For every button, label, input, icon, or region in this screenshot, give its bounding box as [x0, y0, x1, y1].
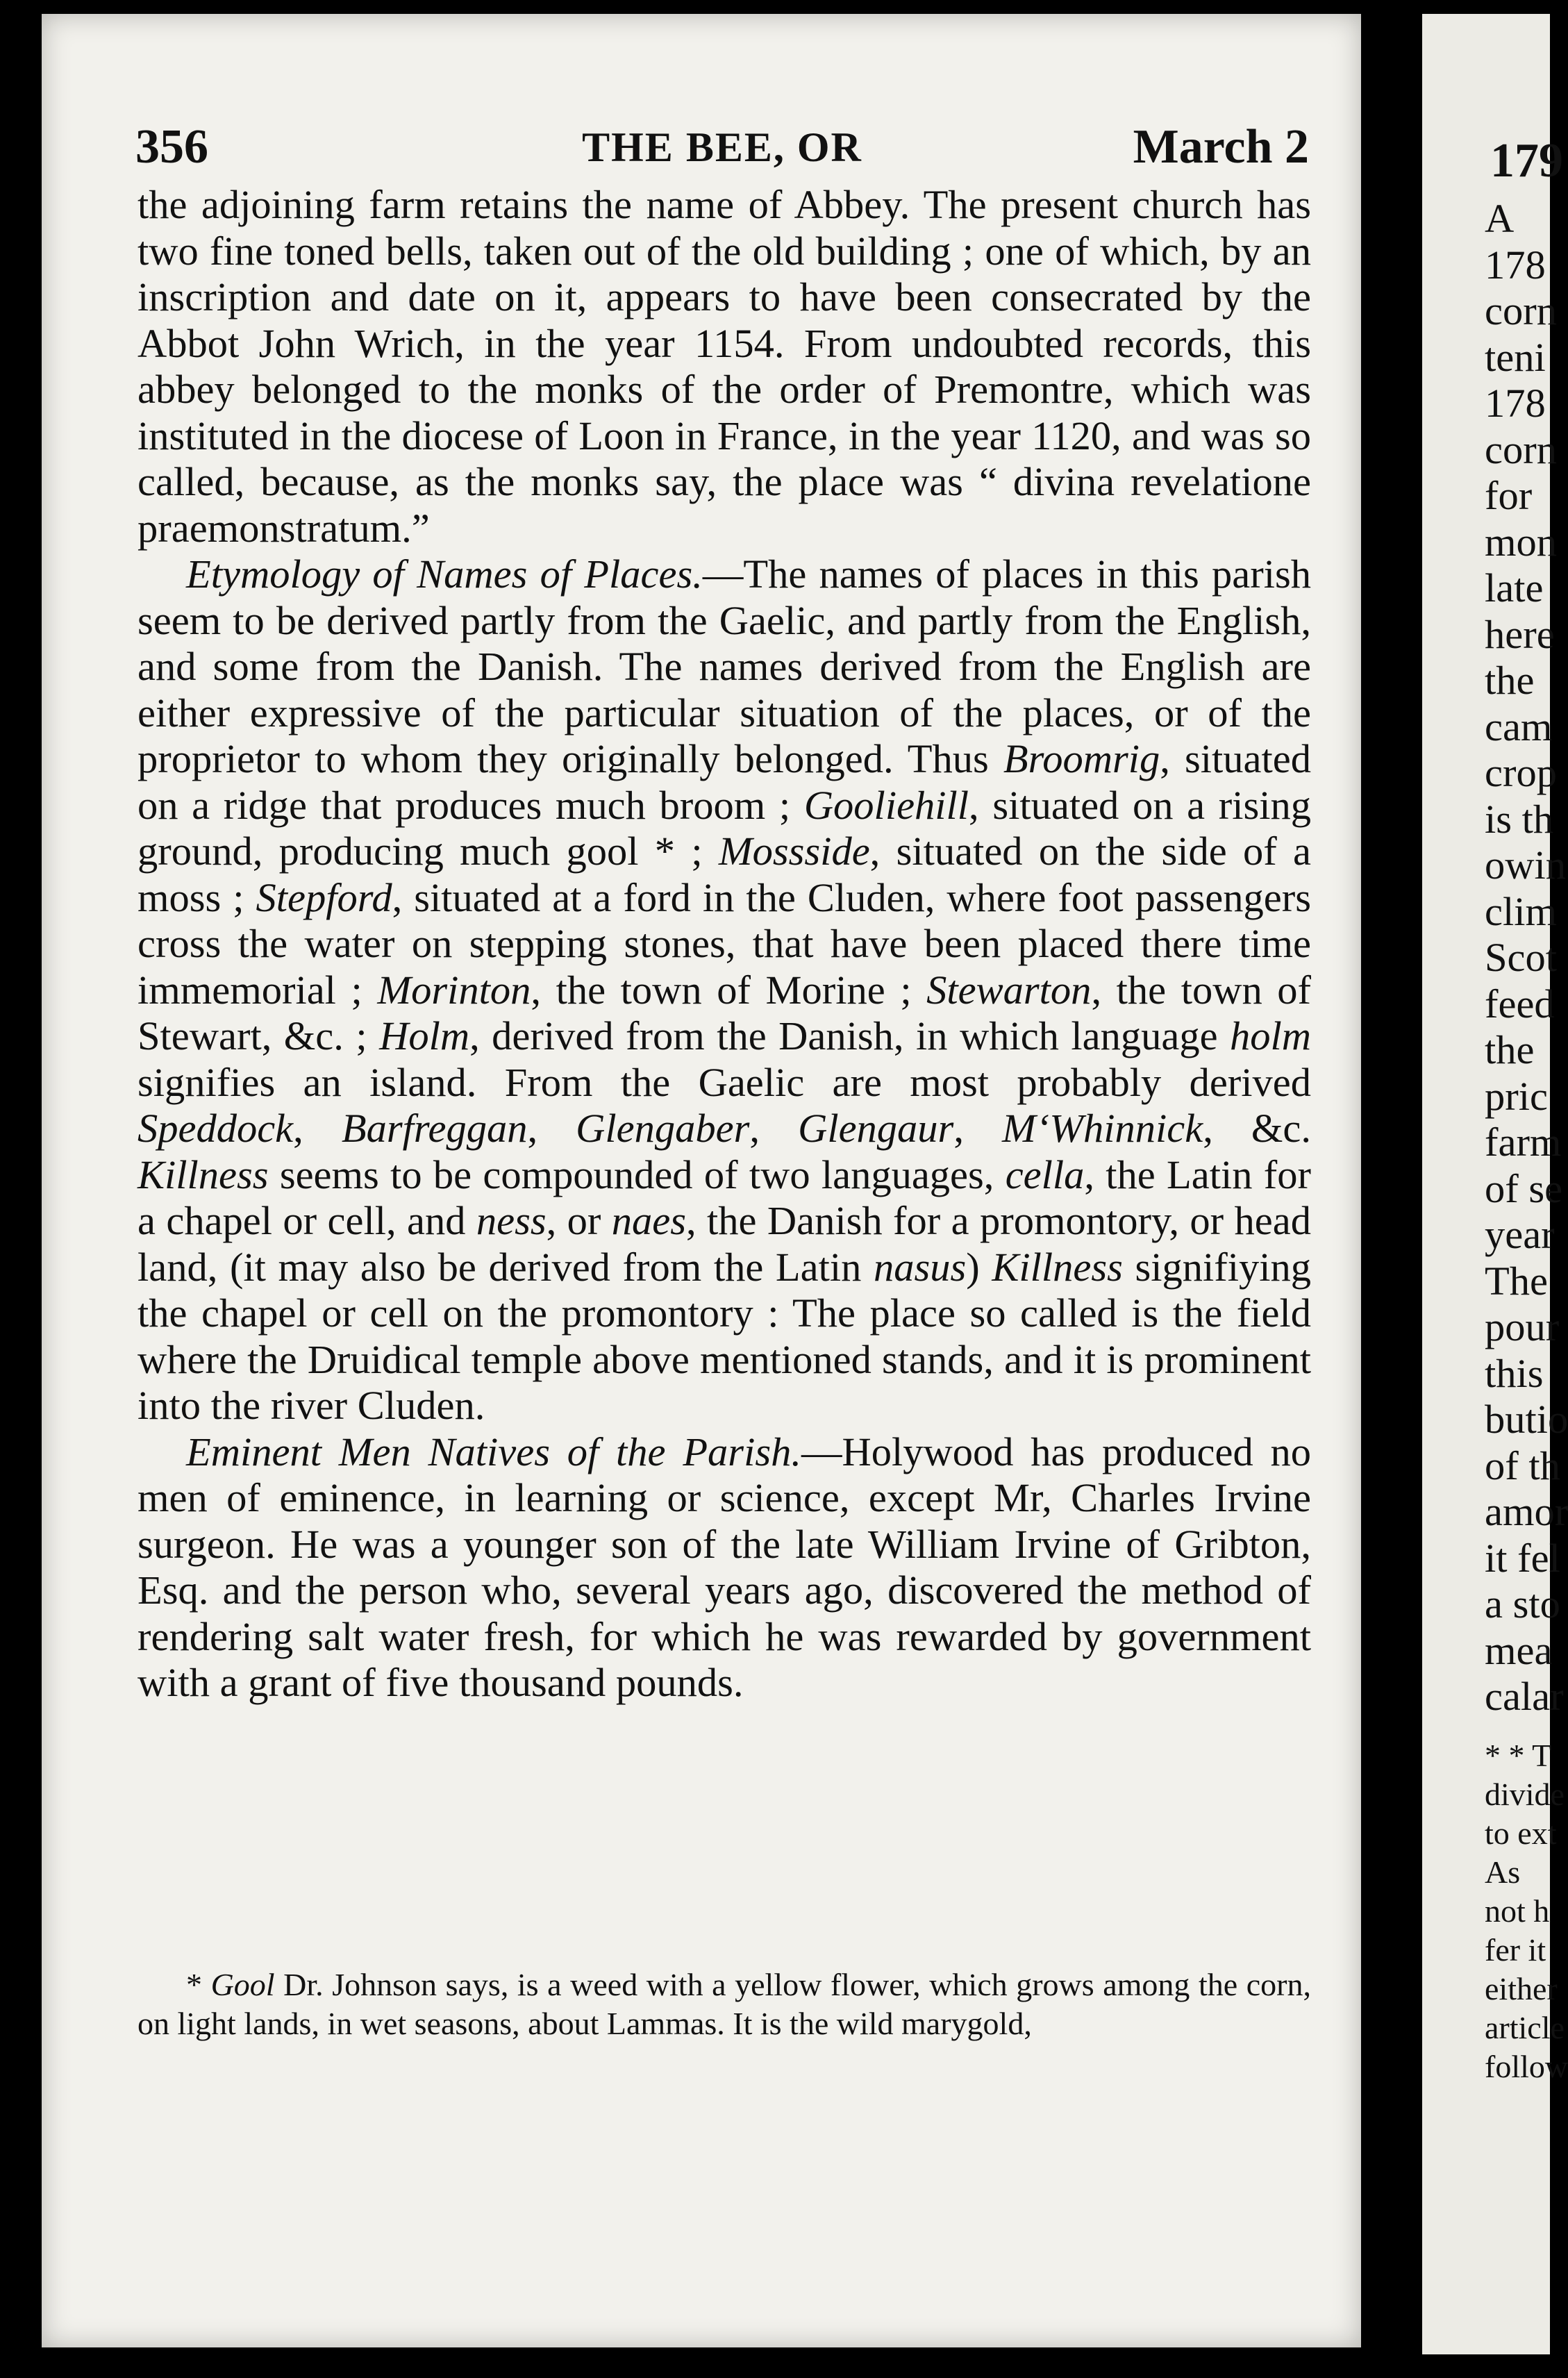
- text-run: signifiying the chapel or cell on the promontory : The place so called is the field where the Druidical temple above mentioned stands, and it is prominent into the river Cluden.: [137, 1244, 1312, 1428]
- text-run: , &c.: [1203, 1106, 1311, 1151]
- footnote-word: Gool: [210, 1967, 275, 2002]
- header-date: March 2: [1133, 120, 1309, 174]
- text-run: ,: [293, 1106, 342, 1151]
- text-run: , the Latin for a chapel or cell, and: [137, 1151, 1312, 1243]
- text-run: , or: [546, 1198, 612, 1243]
- right-line: pric: [1485, 1073, 1548, 1119]
- right-foot-line: follow: [1485, 2049, 1568, 2084]
- text-run: , the town of Stewart, &c. ;: [137, 967, 1312, 1058]
- section-heading-etymology: Etymology of Names of Places.: [186, 551, 703, 597]
- place-name: Stewarton: [926, 967, 1092, 1013]
- right-line: butio: [1485, 1397, 1568, 1442]
- right-line: the: [1485, 1027, 1535, 1072]
- right-line: a sto: [1485, 1581, 1560, 1627]
- right-line: 178: [1485, 381, 1546, 426]
- right-line: feed: [1485, 981, 1555, 1026]
- right-line: clim: [1485, 888, 1557, 934]
- right-line: mea: [1485, 1627, 1553, 1673]
- place-name: Glengaur: [798, 1106, 954, 1151]
- right-line: of th: [1485, 1442, 1560, 1488]
- right-foot-line: As: [1485, 1854, 1521, 1890]
- text-run: , the Danish for a promontory, or head land, (it may also be derived from the Latin: [137, 1198, 1311, 1290]
- right-page-fragment: [1422, 14, 1568, 2354]
- footnote-text: Dr. Johnson says, is a weed with a yellow flower, which grows among the corn, on light lands, in wet seasons, about Lammas. It is the wild marygold,: [137, 1967, 1311, 2041]
- text-run: —The names of places in this parish seem to be derived partly from the Gaelic, and partly from the English, and some from the Danish. The names derived from the English are either expressive of the particular situation of the places, or of the proprietor to whom they originally belonged. Thus: [137, 551, 1311, 781]
- right-foot-line: fer it: [1485, 1932, 1546, 1968]
- place-name: Mossside: [718, 829, 870, 874]
- right-line: farm: [1485, 1120, 1562, 1165]
- right-foot-line: to ext: [1485, 1815, 1557, 1851]
- place-name: Killness: [992, 1244, 1123, 1290]
- right-page-lines: [1485, 196, 1568, 1720]
- place-name: Morinton: [377, 967, 531, 1013]
- place-name: Glengaber: [576, 1106, 750, 1151]
- foreign-word: naes: [611, 1198, 686, 1243]
- place-name: Gooliehill: [803, 782, 969, 828]
- right-line: owin: [1485, 842, 1566, 888]
- right-foot-line: not h: [1485, 1893, 1550, 1929]
- footnote-gool: [137, 1965, 1311, 2043]
- text-run: ,: [527, 1106, 576, 1151]
- right-line: corn: [1485, 426, 1557, 472]
- right-foot-line: article: [1485, 2010, 1565, 2045]
- running-title: THE BEE, OR: [582, 124, 862, 170]
- text-run: , the town of Morine ;: [531, 967, 927, 1013]
- place-name: Broomrig: [1003, 736, 1160, 781]
- text-run: ): [966, 1244, 992, 1290]
- right-line: of se: [1485, 1165, 1563, 1211]
- place-name: M‘Whinnick: [1002, 1106, 1203, 1151]
- text-run: seems to be compounded of two languages,: [268, 1151, 1006, 1197]
- right-line: late: [1485, 565, 1544, 610]
- right-line: the: [1485, 658, 1535, 703]
- right-line: teni: [1485, 334, 1546, 380]
- text-run: , situated at a ford in the Cluden, where foot passengers cross the water on stepping stones, that have been placed there time immemorial ;: [137, 874, 1311, 1013]
- text-run: signifies an island. From the Gaelic are most probably derived: [137, 1059, 1311, 1105]
- footnote-marker: *: [186, 1967, 211, 2002]
- text-run: ,: [749, 1106, 799, 1151]
- foreign-word: ness: [476, 1198, 547, 1243]
- right-line: cam: [1485, 704, 1553, 749]
- right-foot-line: * * T: [1485, 1738, 1552, 1773]
- text-run: , derived from the Danish, in which language: [469, 1013, 1231, 1058]
- text-run: ,: [953, 1106, 1003, 1151]
- section-heading-eminent-men: Eminent Men Natives of the Parish.: [186, 1429, 801, 1474]
- right-line: 178: [1485, 242, 1546, 288]
- text-run: , situated on the side of a moss ;: [137, 829, 1312, 920]
- foreign-word: cella: [1005, 1151, 1085, 1197]
- right-line: this: [1485, 1350, 1544, 1396]
- right-foot-line: divide: [1485, 1777, 1565, 1812]
- right-line: amor: [1485, 1489, 1568, 1534]
- running-head: [135, 119, 1309, 174]
- right-page-footnote: [1485, 1736, 1568, 2086]
- paragraph-eminent-men: [137, 1429, 1311, 1706]
- page-number: 356: [135, 120, 208, 174]
- right-line: here: [1485, 611, 1555, 657]
- foreign-word: nasus: [873, 1244, 967, 1290]
- right-line: corn: [1485, 288, 1557, 333]
- right-line: is th: [1485, 796, 1554, 842]
- text-run: , situated on a ridge that produces much broom ;: [137, 736, 1311, 828]
- right-line: mon: [1485, 519, 1558, 565]
- paragraph-abbey: the adjoining farm retains the name of Abbey. The present church has two fine toned bells, taken out of the old building ; one of which, by an inscription and date on it, appears to have been consecrated by the Abbot John Wrich, in the year 1154. From undoubted records, this abbey belonged to the monks of the order of Premontre, which was instituted in the diocese of Loon in France, in the year 1120, and was so called, because, as the monks say, the place was “ divina revelatione praemonstratum.”: [137, 182, 1311, 551]
- footnote: [137, 1965, 1311, 2043]
- right-line: calar: [1485, 1674, 1564, 1719]
- place-name: Killness: [137, 1151, 269, 1197]
- place-name: Stepford: [256, 874, 392, 920]
- foreign-word: holm: [1230, 1013, 1312, 1058]
- right-line: A: [1485, 196, 1515, 241]
- body-text: [137, 182, 1311, 1706]
- place-name: Barfreggan: [341, 1106, 528, 1151]
- right-line: year: [1485, 1212, 1555, 1257]
- place-name: Speddock: [137, 1106, 294, 1151]
- paragraph-etymology: [137, 551, 1311, 1429]
- right-line: crop: [1485, 750, 1557, 795]
- right-line: pour: [1485, 1304, 1560, 1349]
- right-foot-line: either: [1485, 1971, 1558, 2006]
- right-page-number: 179: [1490, 134, 1563, 188]
- place-name: Holm: [379, 1013, 470, 1058]
- right-line: for: [1485, 473, 1533, 518]
- right-line: it fel: [1485, 1535, 1560, 1581]
- right-line: Scot: [1485, 935, 1558, 980]
- text-run: —Holywood has produced no men of eminence, in learning or science, except Mr, Charles Irvine surgeon. He was a younger son of the late William Irvine of Gribton, Esq. and the person who, several years ago, discovered the method of rendering salt water fresh, for which he was rewarded by government with a grant of five thousand pounds.: [137, 1429, 1311, 1705]
- right-line: The: [1485, 1258, 1548, 1304]
- text-run: , situated on a rising ground, producing much gool * ;: [137, 782, 1311, 874]
